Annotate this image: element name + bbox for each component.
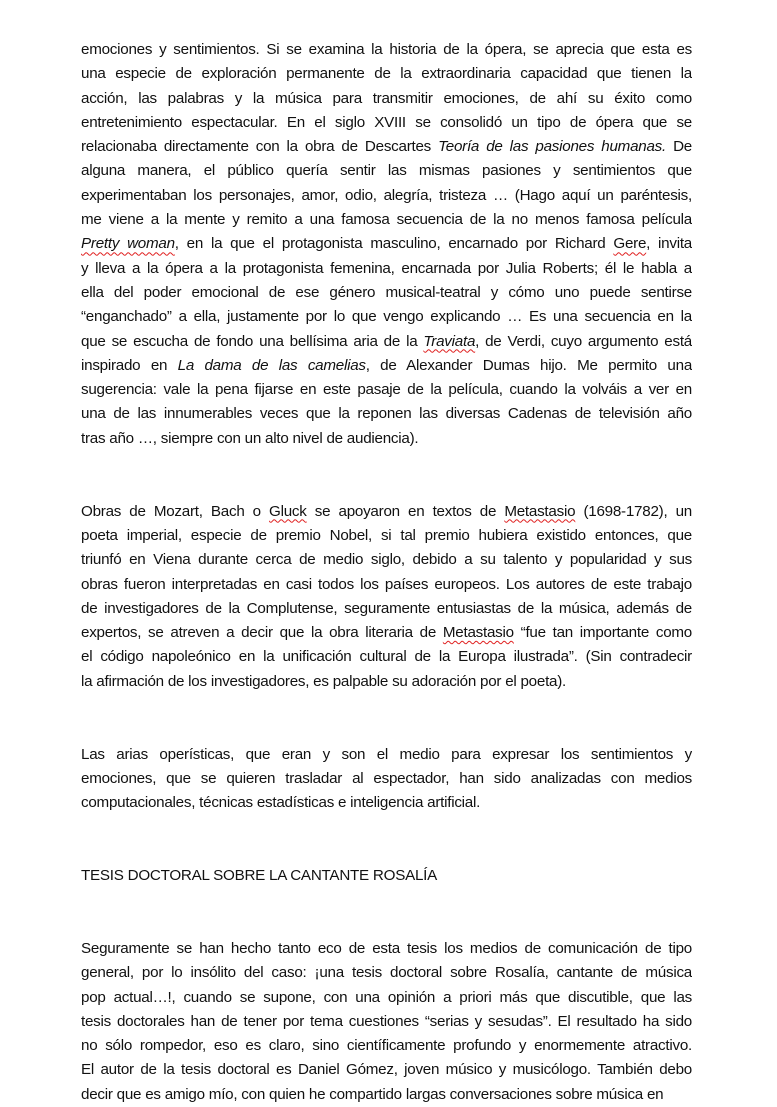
text-line bbox=[81, 621, 692, 645]
text-line bbox=[81, 354, 692, 378]
text-line bbox=[81, 961, 692, 985]
text-run: de investigadores de la Complutense, seguramente entusiastas de la música, además de bbox=[81, 599, 692, 617]
text-run: (1698-1782), un bbox=[575, 502, 692, 520]
text-line bbox=[81, 232, 692, 256]
misspelled-word: Gluck bbox=[269, 502, 307, 520]
document-page bbox=[81, 38, 692, 1107]
text-run: tras año …, siempre con un alto nivel de audiencia). bbox=[81, 429, 419, 447]
text-run: , de Alexander Dumas hijo. Me permito una bbox=[365, 356, 692, 374]
text-run: , invita bbox=[646, 235, 692, 253]
text-run: se apoyaron en textos de bbox=[306, 502, 505, 520]
text-line bbox=[81, 378, 692, 402]
text-line bbox=[81, 573, 692, 597]
text-run: Las arias operísticas, que eran y son el medio para expresar los sentimientos y bbox=[81, 745, 692, 763]
paragraph-arias-analysis[interactable] bbox=[81, 743, 692, 816]
text-line bbox=[81, 597, 692, 621]
paragraph-rosalia-thesis[interactable] bbox=[81, 937, 692, 1107]
text-run: sugerencia: vale la pena fijarse en este pasaje de la película, cuando la volváis a ver en bbox=[81, 381, 692, 399]
text-run: “enganchado” a ella, justamente por lo que vengo explicando … Es una secuencia en la bbox=[81, 308, 692, 326]
misspelled-word: Metastasio bbox=[442, 624, 514, 642]
misspelled-word: Traviata bbox=[423, 332, 476, 350]
text-run: el código napoleónico en la unificación cultural de la Europa ilustrada”. (Sin contradecir bbox=[81, 648, 692, 666]
text-run: la afirmación de los investigadores, es palpable su adoración por el poeta). bbox=[81, 672, 567, 690]
text-line bbox=[81, 670, 692, 694]
text-run: computacionales, técnicas estadísticas e inteligencia artificial. bbox=[81, 794, 481, 812]
text-run: expertos, se atreven a decir que la obra literaria de bbox=[81, 624, 443, 642]
text-line bbox=[81, 1034, 692, 1058]
text-run: relacionaba directamente con la obra de Descartes bbox=[81, 138, 439, 156]
text-run: inspirado en bbox=[81, 356, 178, 374]
text-run: acción, las palabras y la música para transmitir emociones, de ahí su éxito como bbox=[81, 89, 692, 107]
text-run: Obras de Mozart, Bach o bbox=[81, 502, 270, 520]
text-line bbox=[81, 524, 692, 548]
section-heading[interactable] bbox=[81, 864, 692, 888]
text-run: experimentaban los personajes, amor, odio, alegría, tristeza … (Hago aquí un paréntesis, bbox=[81, 186, 692, 204]
text-line bbox=[81, 1058, 692, 1082]
text-line bbox=[81, 330, 692, 354]
paragraph-metastasio[interactable] bbox=[81, 500, 692, 694]
text-line bbox=[81, 402, 692, 426]
text-line bbox=[81, 1010, 692, 1034]
text-run: poeta imperial, especie de premio Nobel, si tal premio hubiera existido entonces, que bbox=[81, 526, 692, 544]
text-line bbox=[81, 986, 692, 1010]
text-line bbox=[81, 937, 692, 961]
text-line bbox=[81, 864, 692, 888]
misspelled-word: Metastasio bbox=[504, 502, 576, 520]
text-run: De bbox=[665, 138, 692, 156]
text-run: una especie de exploración permanente de la extraordinaria capacidad que tienen la bbox=[81, 65, 692, 83]
paragraph-spacer bbox=[81, 888, 692, 937]
text-run: una de las innumerables veces que la reponen las diversas Cadenas de televisión año bbox=[81, 405, 692, 423]
text-run: pop actual…!, cuando se supone, con una opinión a priori más que discutible, que las bbox=[81, 988, 692, 1006]
text-line bbox=[81, 184, 692, 208]
text-run: , de Verdi, cuyo argumento está bbox=[475, 332, 692, 350]
paragraph-spacer bbox=[81, 816, 692, 865]
text-line bbox=[81, 135, 692, 159]
text-line bbox=[81, 500, 692, 524]
text-run: El autor de la tesis doctoral es Daniel Gómez, joven músico y musicólogo. También debo bbox=[81, 1061, 692, 1079]
text-run: alguna manera, el público quería sentir las mismas pasiones y sentimientos que bbox=[81, 162, 692, 180]
paragraph-opera-emotions[interactable] bbox=[81, 38, 692, 451]
text-line bbox=[81, 305, 692, 329]
text-run: emociones, que se quieren trasladar al espectador, han sido analizadas con medios bbox=[81, 769, 692, 787]
text-run: entretenimiento espectacular. En el siglo XVIII se consolidó un tipo de ópera que se bbox=[81, 113, 692, 131]
text-run: , en la que el protagonista masculino, encarnado por Richard bbox=[174, 235, 614, 253]
text-run: decir que es amigo mío, con quien he compartido largas conversaciones sobre música en bbox=[81, 1085, 664, 1103]
text-line bbox=[81, 87, 692, 111]
text-run: obras fueron interpretadas en casi todos los países europeos. Los autores de este trabajo bbox=[81, 575, 692, 593]
text-run: me viene a la mente y remito a una famosa secuencia de la no menos famosa película bbox=[81, 211, 692, 229]
text-line bbox=[81, 111, 692, 135]
text-run: “fue tan importante como bbox=[513, 624, 692, 642]
text-line bbox=[81, 791, 692, 815]
text-run: tesis doctorales han de tener por tema cuestiones “serias y sesudas”. El resultado ha sido bbox=[81, 1012, 692, 1030]
text-line bbox=[81, 38, 692, 62]
text-line bbox=[81, 159, 692, 183]
paragraph-spacer bbox=[81, 694, 692, 743]
text-run: y lleva a la ópera a la protagonista femenina, encarnada por Julia Roberts; él le habla a bbox=[81, 259, 692, 277]
text-line bbox=[81, 427, 692, 451]
text-run: ella del poder emocional de ese género musical-teatral y cómo uno puede sentirse bbox=[81, 283, 692, 301]
text-line bbox=[81, 62, 692, 86]
text-run: general, por lo insólito del caso: ¡una tesis doctoral sobre Rosalía, cantante de música bbox=[81, 964, 692, 982]
text-line bbox=[81, 767, 692, 791]
text-line bbox=[81, 281, 692, 305]
italic-title: Teoría de las pasiones humanas. bbox=[438, 138, 666, 156]
text-run: no sólo rompedor, eso es claro, sino científicamente profundo y enormemente atractivo. bbox=[81, 1037, 692, 1055]
text-run: Seguramente se han hecho tanto eco de esta tesis los medios de comunicación de tipo bbox=[81, 939, 692, 957]
text-line bbox=[81, 743, 692, 767]
paragraph-spacer bbox=[81, 451, 692, 500]
text-run: triunfó en Viena durante cerca de medio siglo, debido a su talento y popularidad y sus bbox=[81, 551, 692, 569]
text-line bbox=[81, 548, 692, 572]
text-line bbox=[81, 257, 692, 281]
text-run: emociones y sentimientos. Si se examina la historia de la ópera, se aprecia que esta es bbox=[81, 41, 692, 58]
misspelled-word: Pretty woman bbox=[81, 235, 175, 253]
text-line bbox=[81, 1083, 692, 1107]
text-run: TESIS DOCTORAL SOBRE LA CANTANTE ROSALÍA bbox=[81, 867, 437, 885]
text-line bbox=[81, 208, 692, 232]
text-run: que se escucha de fondo una bellísima aria de la bbox=[81, 332, 424, 350]
misspelled-word: Gere bbox=[613, 235, 647, 253]
text-line bbox=[81, 645, 692, 669]
italic-title: La dama de las camelias bbox=[177, 356, 366, 374]
